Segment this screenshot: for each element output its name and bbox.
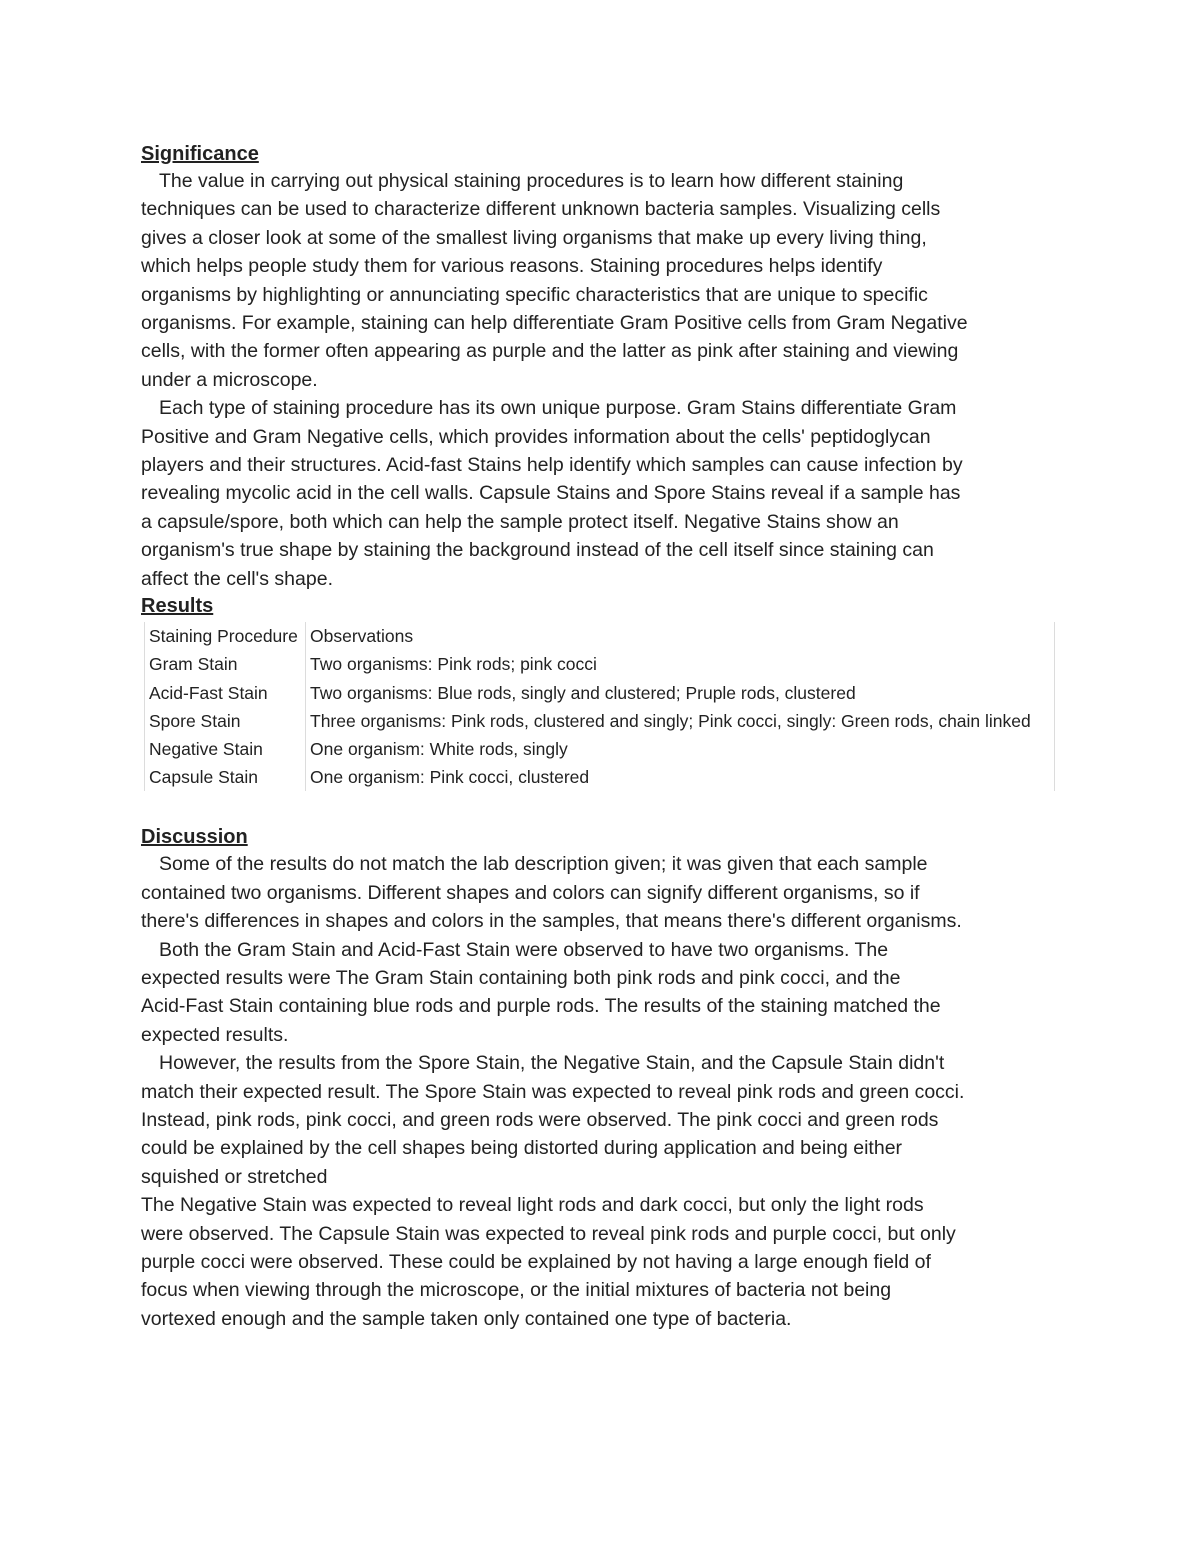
text-line: organisms by highlighting or annunciating specific characteristics that are unique to specific xyxy=(141,283,928,306)
table-header-cell: Observations xyxy=(306,622,1055,650)
text-line: Some of the results do not match the lab description given; it was given that each sample xyxy=(159,853,928,876)
table-cell: Two organisms: Pink rods; pink cocci xyxy=(306,650,1055,678)
table-header-row xyxy=(145,622,1055,650)
text-line: expected results were The Gram Stain containing both pink rods and pink cocci, and the xyxy=(141,966,901,989)
text-line: which helps people study them for various reasons. Staining procedures helps identify xyxy=(141,255,883,278)
discussion-paragraph xyxy=(141,1049,1061,1191)
results-heading: Results xyxy=(141,595,214,618)
table-cell: One organism: White rods, singly xyxy=(306,735,1055,763)
table-cell: Negative Stain xyxy=(145,735,306,763)
text-line: expected results. xyxy=(141,1023,289,1046)
significance-paragraph xyxy=(141,394,1061,593)
significance-paragraph xyxy=(141,167,1061,394)
table-header-cell: Staining Procedure xyxy=(145,622,306,650)
text-line: Instead, pink rods, pink cocci, and green rods were observed. The pink cocci and green rods xyxy=(141,1108,939,1131)
text-line: techniques can be used to characterize different unknown bacteria samples. Visualizing cells xyxy=(141,198,941,221)
text-line: focus when viewing through the microscope, or the initial mixtures of bacteria not being xyxy=(141,1279,892,1302)
text-line: gives a closer look at some of the smallest living organisms that make up every living thing, xyxy=(141,226,927,249)
text-line: contained two organisms. Different shapes and colors can signify different organisms, so if xyxy=(141,881,920,904)
text-line: The Negative Stain was expected to reveal light rods and dark cocci, but only the light rods xyxy=(141,1194,924,1217)
text-line: Both the Gram Stain and Acid-Fast Stain were observed to have two organisms. The xyxy=(159,938,889,961)
discussion-paragraph xyxy=(141,936,1061,1050)
table-cell: Gram Stain xyxy=(145,650,306,678)
text-line: revealing mycolic acid in the cell walls. Capsule Stains and Spore Stains reveal if a sample has xyxy=(141,482,961,505)
table-cell: One organism: Pink cocci, clustered xyxy=(306,763,1055,791)
text-line: Each type of staining procedure has its own unique purpose. Gram Stains differentiate Gram xyxy=(159,397,957,420)
text-line: could be explained by the cell shapes being distorted during application and being either xyxy=(141,1137,903,1160)
significance-heading: Significance xyxy=(141,143,259,165)
table-row xyxy=(145,679,1055,707)
table-row xyxy=(145,735,1055,763)
text-line: players and their structures. Acid-fast Stains help identify which samples can cause infection by xyxy=(141,454,963,477)
table-cell: Capsule Stain xyxy=(145,763,306,791)
text-line: organisms. For example, staining can help differentiate Gram Positive cells from Gram Negative xyxy=(141,312,968,335)
discussion-paragraph xyxy=(141,850,1061,935)
table-row xyxy=(145,763,1055,791)
text-line: However, the results from the Spore Stain, the Negative Stain, and the Capsule Stain didn't xyxy=(159,1052,945,1075)
discussion-heading: Discussion xyxy=(141,826,248,849)
table-row xyxy=(145,650,1055,678)
text-line: organism's true shape by staining the background instead of the cell itself since staining can xyxy=(141,539,934,562)
document-page xyxy=(141,141,1061,1333)
text-line: affect the cell's shape. xyxy=(141,567,333,590)
table-row xyxy=(145,707,1055,735)
text-line: Positive and Gram Negative cells, which provides information about the cells' peptidoglycan xyxy=(141,425,931,448)
discussion-body xyxy=(141,850,1061,1333)
text-line: a capsule/spore, both which can help the sample protect itself. Negative Stains show an xyxy=(141,510,899,533)
text-line: match their expected result. The Spore Stain was expected to reveal pink rods and green cocci. xyxy=(141,1080,965,1103)
text-line: under a microscope. xyxy=(141,368,318,391)
text-line: Acid-Fast Stain containing blue rods and purple rods. The results of the staining matched the xyxy=(141,995,941,1018)
text-line: vortexed enough and the sample taken only contained one type of bacteria. xyxy=(141,1307,792,1330)
table-cell: Two organisms: Blue rods, singly and clustered; Pruple rods, clustered xyxy=(306,679,1055,707)
significance-body xyxy=(141,167,1061,593)
discussion-paragraph xyxy=(141,1191,1061,1333)
table-cell: Three organisms: Pink rods, clustered and singly; Pink cocci, singly: Green rods, chain linked xyxy=(306,707,1055,735)
text-line: purple cocci were observed. These could be explained by not having a large enough field of xyxy=(141,1251,931,1273)
text-line: The value in carrying out physical staining procedures is to learn how different staining xyxy=(159,170,904,192)
text-line: were observed. The Capsule Stain was expected to reveal pink rods and purple cocci, but only xyxy=(141,1222,956,1245)
table-cell: Spore Stain xyxy=(145,707,306,735)
text-line: cells, with the former often appearing as purple and the latter as pink after staining and viewing xyxy=(141,340,959,363)
table-cell: Acid-Fast Stain xyxy=(145,679,306,707)
text-line: squished or stretched xyxy=(141,1165,328,1188)
text-line: there's differences in shapes and colors in the samples, that means there's different organisms. xyxy=(141,910,962,933)
results-table xyxy=(144,622,1055,791)
